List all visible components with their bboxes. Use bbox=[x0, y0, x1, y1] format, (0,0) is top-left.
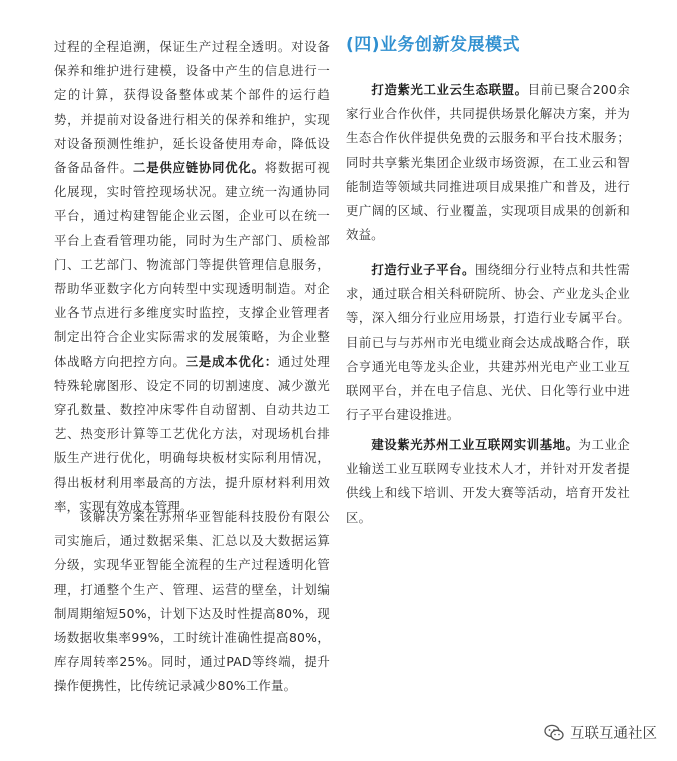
bold-heading-training-base: 建设紫光苏州工业互联网实训基地。 bbox=[371, 437, 579, 452]
bold-heading-ecosystem: 打造紫光工业云生态联盟。 bbox=[371, 82, 528, 97]
bold-heading-cost: 三是成本优化： bbox=[185, 353, 278, 369]
wechat-icon bbox=[544, 724, 564, 742]
text-segment: 为工业企业输送工业互联网专业技术人才，并针对开发者提供线上和线下培训、开发大赛等活动，培育开发社区。 bbox=[346, 437, 630, 525]
watermark bbox=[544, 722, 657, 743]
right-paragraph-2 bbox=[346, 258, 630, 427]
text-segment: 该解决方案在苏州华亚智能科技股份有限公司实施后，通过数据采集、汇总以及大数据运算分级，实现华亚智能全流程的生产过程透明化管理，打通整个生产、管理、运营的壁垒，计划编制周期缩短50%，计划下达及时性提高80%，现场数据收集率99%，工时统计准确性提高80%，库存周转率25%。同时，通过PAD等终端，提升操作便携性，比传统记录减少80%工作量。 bbox=[54, 509, 330, 694]
left-paragraph-1 bbox=[54, 35, 330, 519]
right-paragraph-3 bbox=[346, 433, 630, 530]
bold-heading-industry-platform: 打造行业子平台。 bbox=[371, 262, 475, 277]
text-segment: 目前已聚合200余家行业合作伙伴，共同提供场景化解决方案，并为生态合作伙伴提供免费的云服务和平台技术服务；同时共享紫光集团企业级市场资源，在工业云和智能制造等领域共同推进项目成果推广和普及，进行更广阔的区域、行业覆盖，实现项目成果的创新和效益。 bbox=[346, 82, 630, 243]
section-title: (四)业务创新发展模式 bbox=[346, 35, 521, 55]
text-segment: 将数据可视化展现，实时管控现场状况。建立统一沟通协同平台，通过构建智能企业云图，企业可以在统一平台上查看管理功能，同时为生产部门、质检部门、工艺部门、物流部门等提供管理信息服务，帮助华亚数字化方向转型中实现透明制造。对企业各节点进行多维度实时监控，支撑企业管理者制定出符合企业实际需求的发展策略，为企业整体战略方向把控方向。 bbox=[54, 160, 331, 369]
watermark-label: 互联互通社区 bbox=[570, 726, 657, 742]
text-segment: 通过处理特殊轮廓图形、设定不同的切割速度、减少激光穿孔数量、数控冲床零件自动留割、自动共边工艺、热变形计算等工艺优化方法，对现场机台排版生产进行优化，明确每块板材实际利用情况，得出板材利用率最高的方法，提升原材料利用效率，实现有效成本管理。 bbox=[54, 353, 330, 514]
bold-heading-supply-chain: 二是供应链协同优化。 bbox=[133, 160, 265, 176]
text-segment: 围绕细分行业特点和共性需求，通过联合相关科研院所、协会、产业龙头企业等，深入细分行业应用场景，打造行业专属平台。目前已与与苏州市光电缆业商会达成战略合作，联合亨通光电等龙头企业，共建苏州光电产业工业互联网平台，并在电子信息、光伏、日化等行业中进行子平台建设推进。 bbox=[346, 262, 630, 423]
text-segment: 过程的全程追溯，保证生产过程全透明。对设备保养和维护进行建模，设备中产生的信息进行一定的计算，获得设备整体或某个部件的运行趋势，并提前对设备进行相关的保养和维护，实现对设备预测性维护，延长设备使用寿命，降低设备备品备件。 bbox=[54, 39, 330, 176]
left-paragraph-2 bbox=[54, 505, 330, 699]
right-paragraph-1 bbox=[346, 78, 630, 247]
